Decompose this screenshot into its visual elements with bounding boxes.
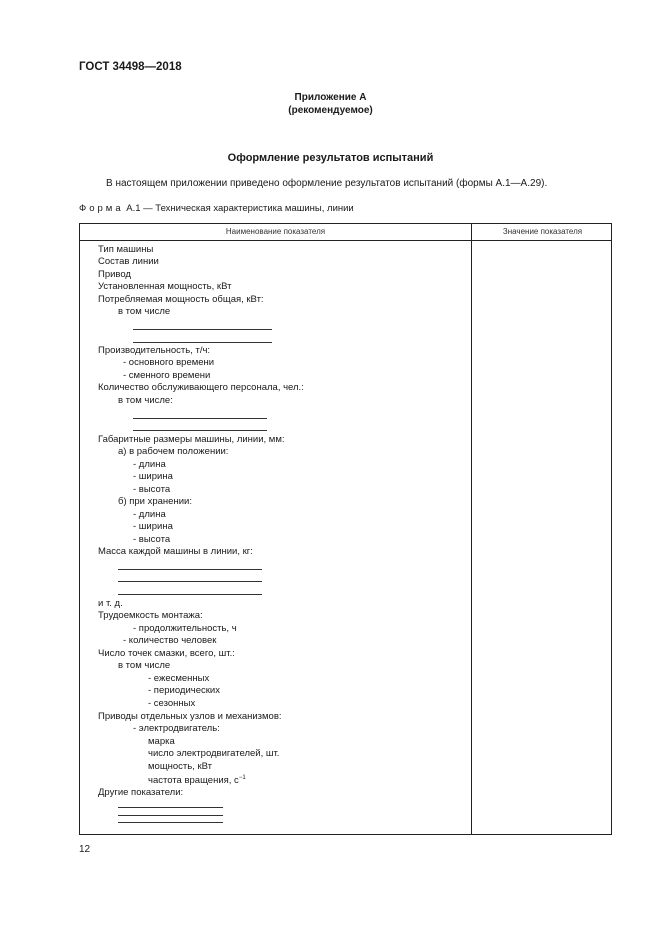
blank-line [118, 815, 223, 816]
table-row: б) при хранении: [118, 496, 192, 507]
intro-paragraph: В настоящем приложении приведено оформление результатов испытаний (формы А.1—А.29). [106, 178, 548, 189]
table-row: а) в рабочем положении: [118, 446, 229, 457]
table-row: Трудоемкость монтажа: [98, 610, 203, 621]
blank-line [118, 594, 262, 595]
table-row: марка [148, 736, 175, 747]
table-row: - периодических [148, 685, 220, 696]
column-header-value: Значение показателя [502, 227, 583, 236]
form-caption [79, 203, 354, 214]
appendix-subtitle: (рекомендуемое) [288, 105, 373, 116]
blank-line [118, 581, 262, 582]
table-row: - сезонных [148, 698, 196, 709]
table-row: в том числе [118, 660, 171, 671]
table-row: в том числе [118, 306, 171, 317]
table-row: Производительность, т/ч: [98, 345, 211, 356]
table-row: - длина [133, 509, 166, 520]
blank-line [118, 569, 262, 570]
table-row: число электродвигателей, шт. [148, 748, 280, 759]
standard-header: ГОСТ 34498—2018 [79, 61, 182, 73]
table-row: - сменного времени [123, 370, 211, 381]
rotation-exponent: −1 [238, 775, 246, 781]
table-row [148, 773, 246, 786]
blank-line [133, 430, 267, 431]
form-table [79, 223, 612, 835]
blank-line [133, 418, 267, 419]
rotation-label: частота вращения, с [148, 775, 239, 787]
table-row: Потребляемая мощность общая, кВт: [98, 294, 264, 305]
table-row: Число точек смазки, всего, шт.: [98, 648, 235, 659]
table-row: - основного времени [123, 357, 215, 368]
table-row: - продолжительность, ч [133, 623, 237, 634]
table-row: Приводы отдельных узлов и механизмов: [98, 711, 282, 722]
table-row: Габаритные размеры машины, линии, мм: [98, 434, 285, 445]
table-row: - высота [133, 534, 171, 545]
table-row: Состав линии [98, 256, 159, 267]
table-row: - ежесменных [148, 673, 210, 684]
table-row: Количество обслуживающего персонала, чел.: [98, 382, 304, 393]
blank-line [118, 822, 223, 823]
table-row: Привод [98, 269, 131, 280]
form-word: Форма [79, 203, 124, 214]
column-header-name: Наименование показателя [225, 227, 326, 236]
table-row: Другие показатели: [98, 787, 184, 798]
appendix-title: Приложение А [294, 92, 367, 103]
table-row: - ширина [133, 521, 173, 532]
page-number: 12 [79, 844, 91, 855]
blank-line [133, 342, 272, 343]
table-row: Тип машины [98, 244, 154, 255]
table-row: - количество человек [123, 635, 217, 646]
table-row: - высота [133, 484, 171, 495]
table-row: - ширина [133, 471, 173, 482]
table-row: - электродвигатель: [133, 723, 220, 734]
column-divider [471, 224, 472, 834]
table-row: Установленная мощность, кВт [98, 281, 232, 292]
table-row: мощность, кВт [148, 761, 213, 772]
table-row: в том числе: [118, 395, 173, 406]
section-title: Оформление результатов испытаний [227, 152, 434, 164]
blank-line [133, 329, 272, 330]
form-caption-text: — Техническая характеристика машины, линии [143, 203, 354, 214]
form-id: А.1 [126, 203, 141, 214]
table-row: и т. д. [98, 598, 123, 609]
table-row: - длина [133, 459, 166, 470]
header-divider [80, 240, 611, 241]
blank-line [118, 807, 223, 808]
table-row: Масса каждой машины в линии, кг: [98, 546, 253, 557]
